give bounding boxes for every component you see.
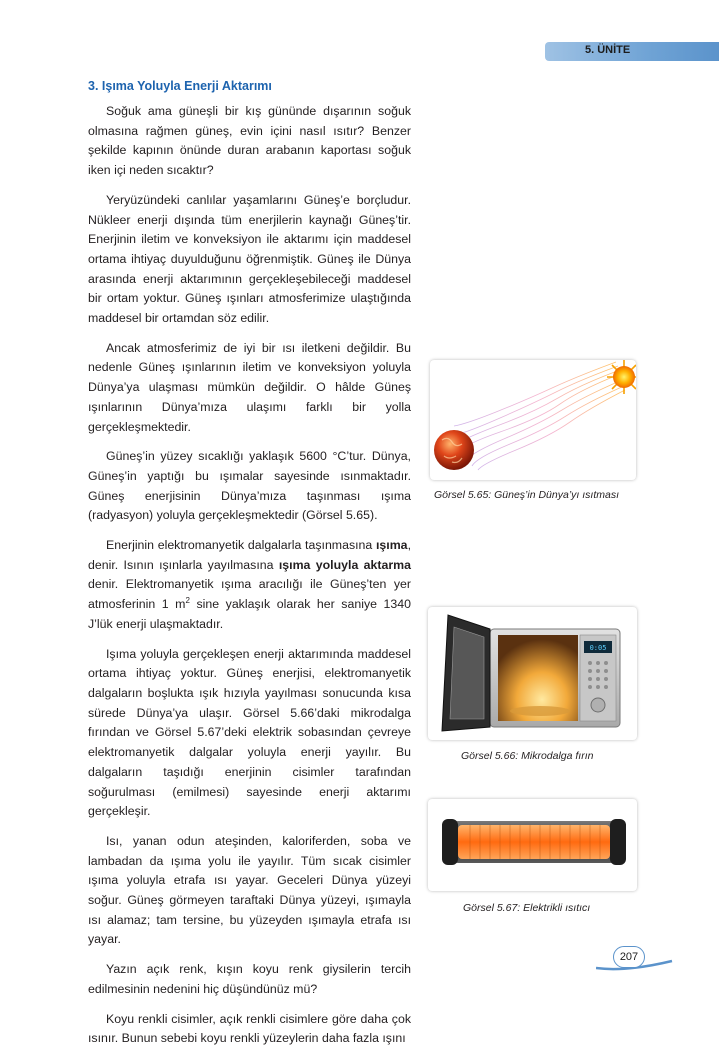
paragraph-9: Koyu renkli cisimler, açık renkli cisimlere göre daha çok ısınır. Bunun sebebi koyu renkli yüzeylerin daha fazla ışını (88, 1011, 411, 1046)
paragraph-2: Yeryüzündeki canlılar yaşamlarını Güneş’e borçludur. Nükleer enerji dışında tüm enerjilerin kaynağı Güneş’tir. Enerjinin iletim ve konveksiyon ile aktarımı için maddesel ortama ihtiyaç duyulduğunu öğrenmiştik. Güneş ile Dünya arasında enerji aktarımının gerçekleşebileceği maddesel bir ortam yoktur. Güneş ışınları atmosferimize ulaştığında maddesel bir ortamdan söz edilir. (88, 192, 411, 326)
paragraph-1: Soğuk ama güneşli bir kış gününde dışarının soğuk olmasına rağmen güneş, evin içini nasıl ısıtır? Benzer şekilde kapının önünde duran arabanın kaportası soğuk iken içi neden sıcaktır? (88, 104, 411, 178)
microwave-illustration (428, 607, 637, 740)
section-title: 3. Işıma Yoluyla Enerji Aktarımı (88, 79, 272, 93)
heater-illustration (428, 799, 637, 891)
superscript-2: 2 (185, 596, 190, 606)
earth-icon (434, 430, 474, 470)
sun-icon (607, 360, 636, 394)
term-isima: ışıma (375, 538, 408, 553)
body-text (88, 102, 411, 1059)
figure-sun-earth (430, 360, 636, 480)
microwave-display-readout: 0:05 (589, 644, 607, 652)
figure-microwave (428, 607, 637, 740)
paragraph-8: Yazın açık renk, kışın koyu renk giysilerin tercih edilmesinin nedenini hiç düşündünüz mü? (88, 962, 411, 996)
paragraph-7: Isı, yanan odun ateşinden, kaloriferden, soba ve lambadan da ışıma yolu ile yayılır. Tüm sıcak cisimler ışıma yoluyla etrafa ısı yayar. Geceleri Dünya yüzeyi soğur. Güneş görmeyen taraftaki Dünya yüzeyi, ışımayla ısı alamaz; tam tersine, bu yüzeyden ışımayla etrafa ısı yayar. (88, 833, 411, 947)
caption-fig-5-65: Görsel 5.65: Güneş’in Dünya’yı ısıtması (434, 489, 619, 501)
sun-earth-illustration (430, 360, 636, 480)
term-isima-yoluyla-aktarma: ışıma yoluyla aktarma (278, 557, 412, 572)
unit-tab (545, 42, 719, 61)
paragraph-5 (88, 536, 411, 635)
page-number: 207 (613, 946, 645, 968)
paragraph-3: Ancak atmosferimiz de iyi bir ısı iletkeni değildir. Bu nedenle Güneş ışınlarının iletim ve konveksiyon yoluyla Dünya’ya ulaşması mümkün değildir. O hâlde Güneş ışınlarının Dünya’mıza ulaşımı farklı bir yolla gerçekleşmektedir. (88, 340, 411, 434)
unit-label: 5. ÜNİTE (585, 44, 631, 56)
p5-text-e: denir. Elektromanyetik ışıma aracılığı ile Güneş’ten yer atmosferinin 1 m (88, 577, 411, 612)
p5-text-g: sine yaklaşık olarak her saniye 1340 J’lük enerji ulaşmaktadır. (88, 597, 411, 631)
p5-text-c: , denir. Isının ışınlarla yayılmasına (88, 538, 411, 572)
p5-text-a: Enerjinin elektromanyetik dalgalarla taşınmasına (106, 538, 376, 553)
paragraph-6: Işıma yoluyla gerçekleşen enerji aktarımında maddesel ortama ihtiyaç yoktur. Güneş enerjisi, elektromanyetik dalgaların boşlukta ışık hızıyla yayılması sonucunda kısa sürede Dünya’ya ulaşır. Görsel 5.66’daki mikrodalga fırından ve Görsel 5.67’deki elektrik sobasından çevreye elektromanyetik dalgalar yoluyla enerji yayılır. Bu dalgaların taşıdığı enerjinin cisimler tarafından soğurulması (emilmesi) sayesinde enerji aktarımı gerçekleşir. (88, 646, 411, 819)
figure-electric-heater (428, 799, 637, 891)
paragraph-4: Güneş’in yüzey sıcaklığı yaklaşık 5600 °C’tur. Dünya, Güneş’in yaptığı bu ışımalar sayesinde ısınmaktadır. Güneş enerjisinin Dünya’mıza taşınması ışıma (radyasyon) yoluyla gerçekleşmektedir (Görsel 5.65). (88, 449, 411, 523)
caption-fig-5-67: Görsel 5.67: Elektrikli ısıtıcı (463, 902, 591, 914)
caption-fig-5-66: Görsel 5.66: Mikrodalga fırın (461, 750, 594, 762)
